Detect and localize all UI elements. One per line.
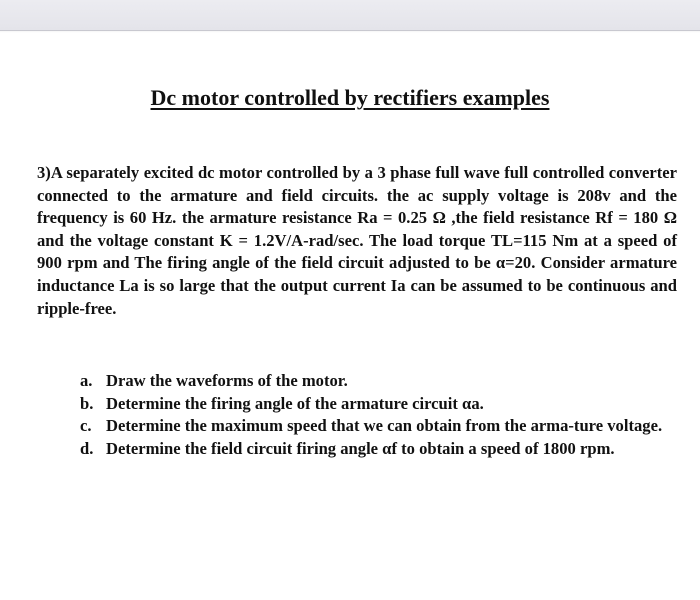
- task-text: Determine the field circuit firing angle αf to obtain a speed of 1800 rpm.: [106, 438, 615, 458]
- task-letter: b.: [80, 393, 94, 413]
- task-item-d: [80, 438, 678, 461]
- task-item-c: [80, 415, 678, 438]
- problem-line: Ra = 0.25 Ω ,the field resistance Rf = 180 Ω and the voltage constant: [37, 208, 677, 250]
- task-text: Determine the maximum speed that we can obtain from the arma-ture voltage.: [106, 416, 663, 436]
- task-list: [80, 370, 678, 460]
- task-item-a: [80, 370, 678, 393]
- problem-line: K = 1.2V/A-rad/sec. The load torque TL=115 Nm at a speed of 900 rpm and: [37, 230, 678, 273]
- task-letter: d.: [80, 438, 94, 458]
- page-title: Dc motor controlled by rectifiers examples: [150, 85, 550, 110]
- problem-statement: [37, 162, 677, 320]
- task-letter: c.: [80, 416, 92, 436]
- problem-line: The firing angle of the field circuit adjusted to be α=20. Consider armature: [134, 253, 677, 273]
- task-item-b: [80, 393, 678, 416]
- task-letter: a.: [80, 371, 93, 390]
- problem-line: inductance La is so large that the output current Ia can be assumed to be: [37, 275, 563, 295]
- task-text: Determine the firing angle of the armature circuit αa.: [106, 393, 484, 413]
- window-top-band: [0, 0, 700, 31]
- problem-line: controlled converter connected to the armature and field circuits. the ac: [37, 163, 677, 205]
- task-text: Draw the waveforms of the motor.: [106, 371, 348, 390]
- problem-line: continuous and ripple-free.: [37, 275, 678, 318]
- problem-line: 3)A separately excited dc motor controlled by a 3 phase full wave full: [37, 163, 529, 182]
- problem-line: supply voltage is 208v and the frequency is 60 Hz. the armature resistance: [37, 185, 677, 228]
